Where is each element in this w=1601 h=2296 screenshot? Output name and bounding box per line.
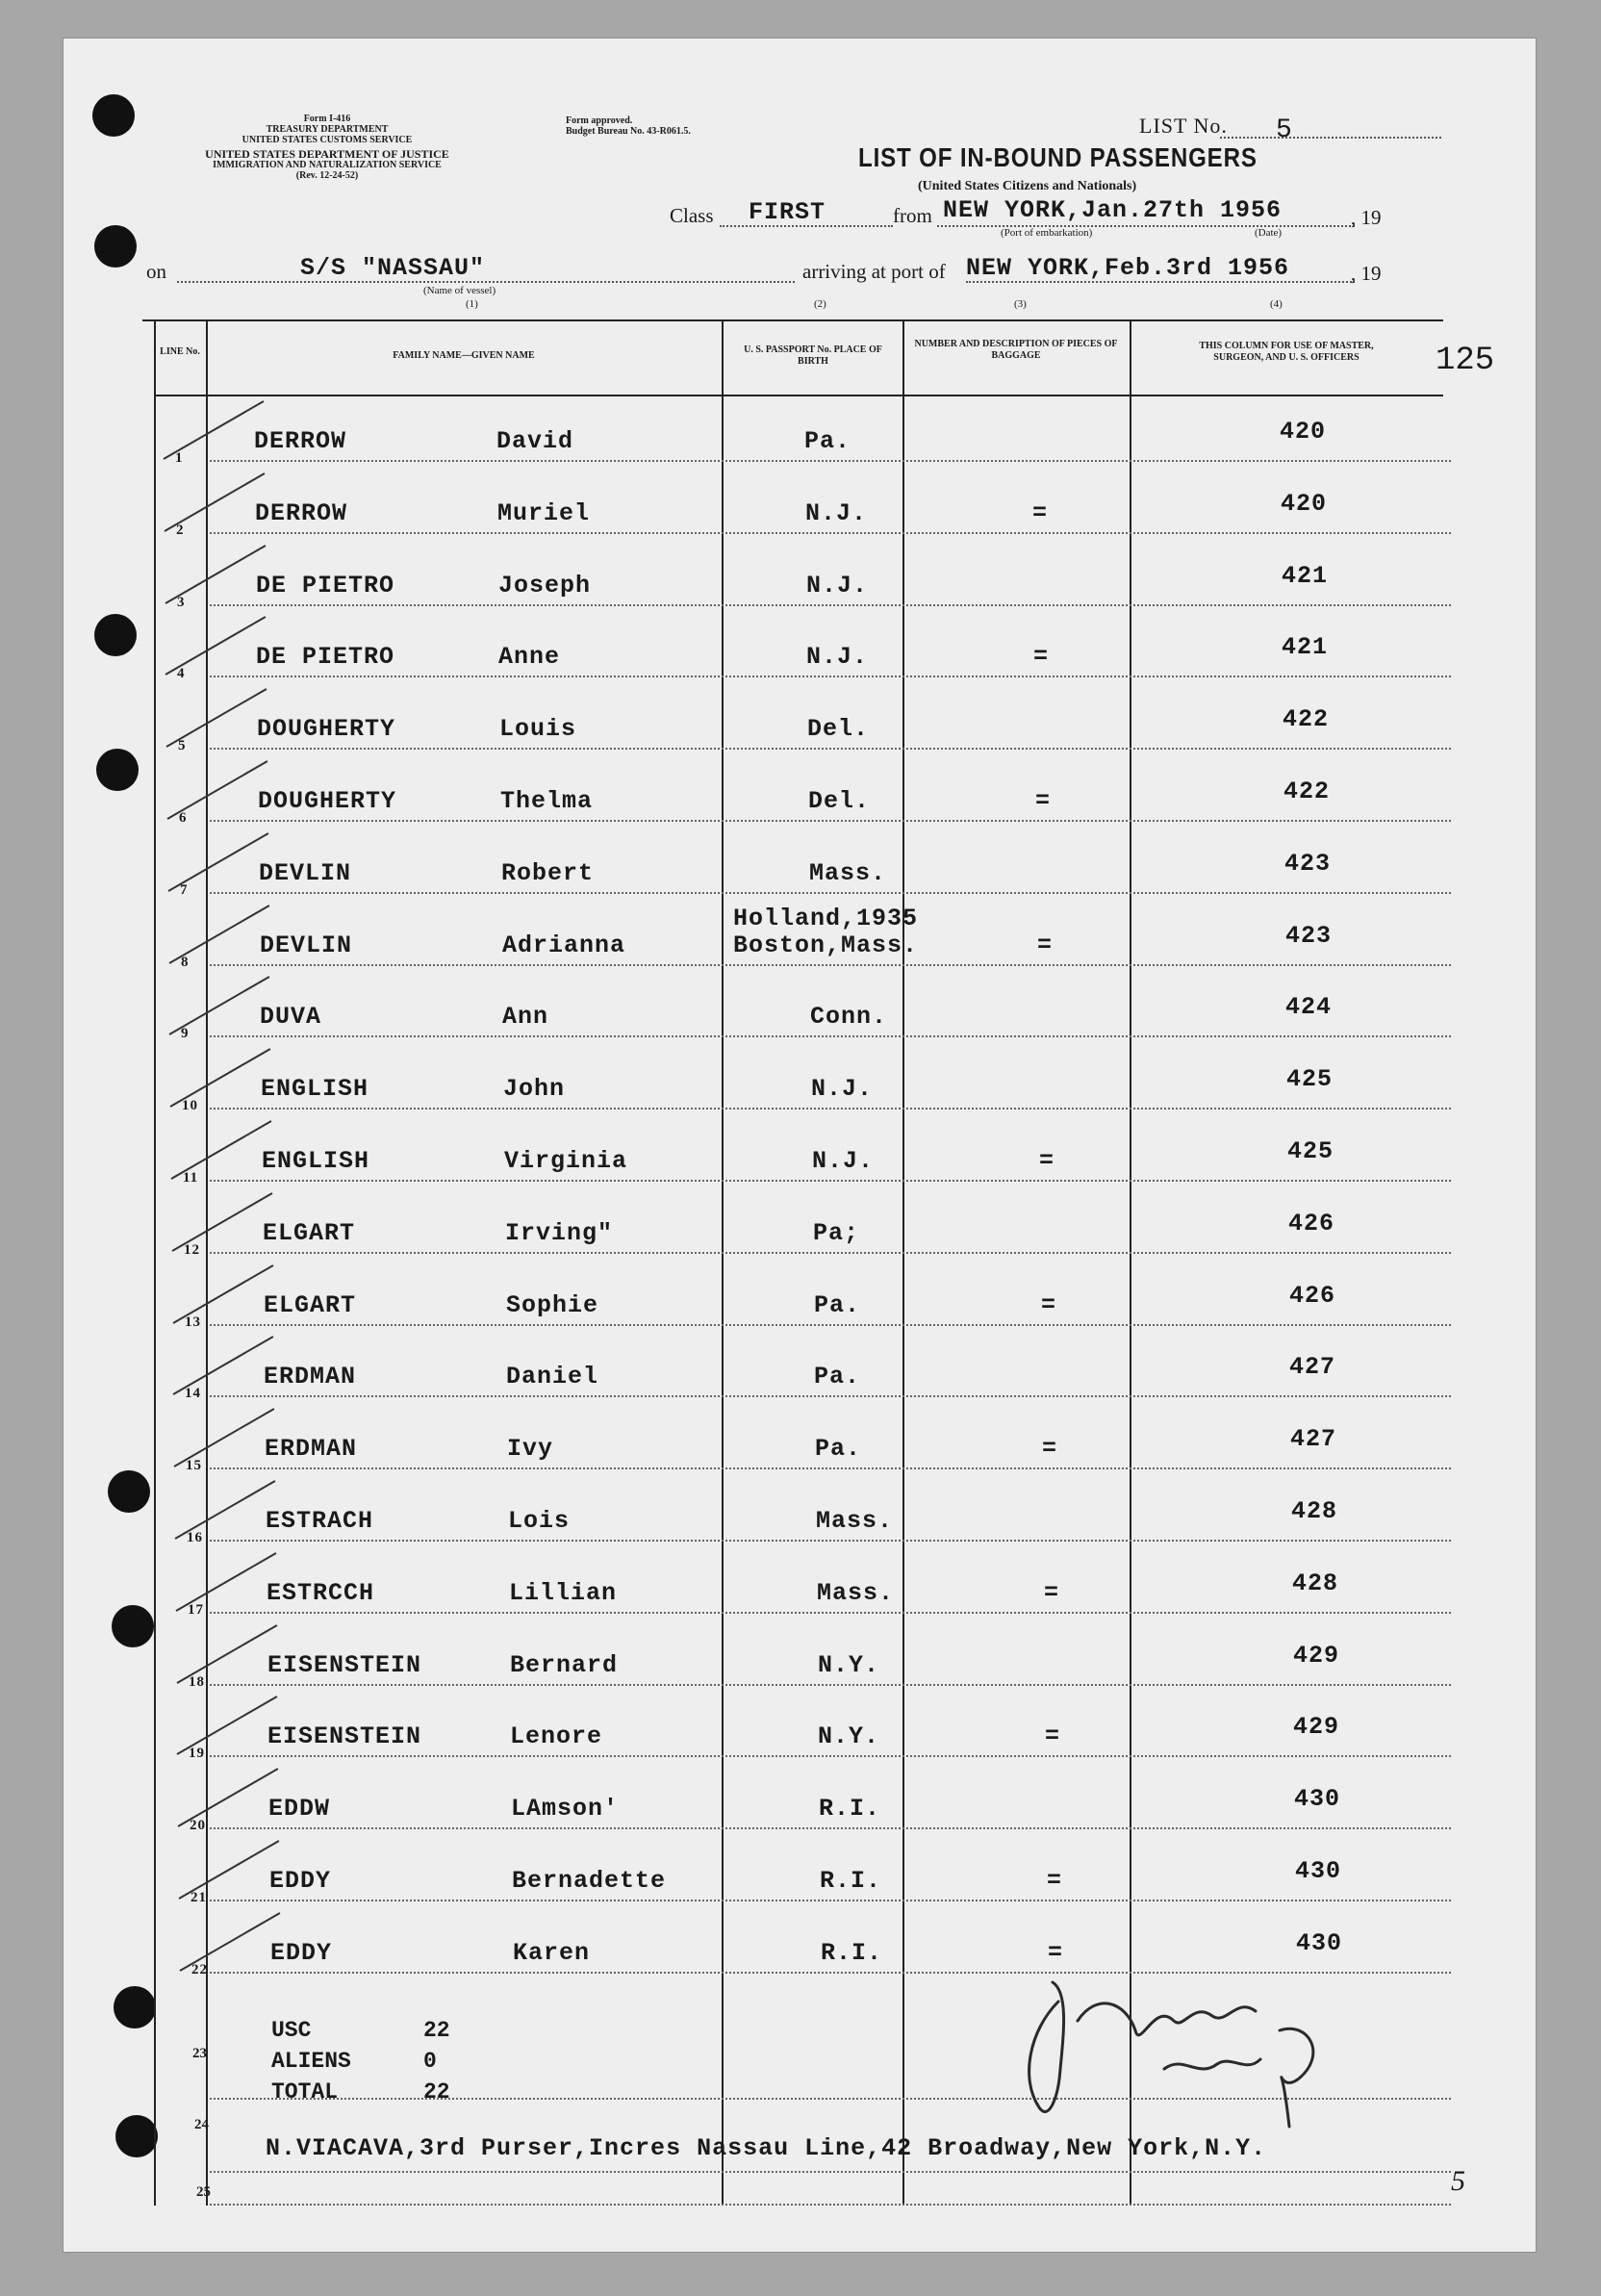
header-baggage: NUMBER AND DESCRIPTION OF PIECES OF BAGGAGE [914, 339, 1118, 361]
place-of-birth: Pa. [814, 1363, 861, 1390]
usc-label: USC [271, 2018, 312, 2043]
officer-number: 422 [1283, 705, 1330, 733]
document-subtitle: (United States Citizens and Nationals) [918, 179, 1137, 193]
row-rule [210, 1324, 1451, 1327]
place-of-birth: Mass. [816, 1507, 894, 1535]
place-of-birth: Pa. [804, 427, 851, 455]
officer-number: 428 [1291, 1497, 1338, 1525]
given-name: Lillian [509, 1579, 618, 1607]
vessel-name: S/S "NASSAU" [300, 254, 486, 282]
family-name: EISENSTEIN [267, 1651, 422, 1679]
family-name: ESTRACH [266, 1507, 374, 1535]
place-of-birth: R.I. [821, 1939, 883, 1967]
header-passport: U. S. PASSPORT No. PLACE OF BIRTH [744, 344, 882, 367]
embarkation-value: NEW YORK,Jan.27th 1956 [943, 196, 1283, 224]
list-number: 5 [1276, 115, 1292, 145]
total-label: TOTAL [271, 2079, 339, 2105]
embarkation-caption: (Port of embarkation) [1001, 227, 1093, 239]
given-name: Thelma [500, 787, 594, 815]
justice-department: UNITED STATES DEPARTMENT OF JUSTICE [205, 147, 449, 161]
line-number: 1 [175, 450, 184, 466]
table-row [0, 556, 1601, 628]
arriving-label: arriving at port of [802, 260, 946, 283]
family-name: DOUGHERTY [258, 787, 397, 815]
place-of-birth: N.Y. [818, 1651, 880, 1679]
place-of-birth: Boston,Mass. [733, 931, 919, 959]
table-row [0, 1204, 1601, 1276]
officer-number: 420 [1281, 490, 1328, 518]
family-name: DE PIETRO [256, 643, 395, 671]
baggage-count: = [1037, 931, 1054, 959]
officer-number: 428 [1292, 1569, 1339, 1597]
page-number: 125 [1436, 343, 1495, 379]
revision: (Rev. 12-24-52) [295, 170, 359, 181]
on-label: on [146, 260, 166, 283]
given-name: Ivy [507, 1435, 554, 1463]
baggage-count: = [1039, 1147, 1055, 1175]
punch-hole [115, 2115, 158, 2157]
place-of-birth: Mass. [817, 1579, 895, 1607]
table-row [0, 484, 1601, 556]
given-name: Virginia [504, 1147, 628, 1175]
row-rule [210, 1180, 1451, 1183]
given-name: Anne [498, 643, 561, 671]
line-number: 2 [176, 523, 185, 538]
row-rule [210, 1540, 1451, 1543]
class-label: Class [670, 204, 714, 227]
year-suffix: , 19 [1351, 206, 1382, 229]
family-name: ERDMAN [265, 1435, 358, 1463]
header-name: FAMILY NAME—GIVEN NAME [393, 350, 535, 361]
family-name: EISENSTEIN [267, 1722, 422, 1750]
list-number-label: LIST No. [1139, 114, 1228, 138]
officer-number: 427 [1290, 1425, 1337, 1453]
row-rule [210, 820, 1451, 823]
given-name: John [503, 1075, 566, 1103]
baggage-count: = [1033, 643, 1050, 671]
table-row [0, 1707, 1601, 1779]
row-rule [210, 1035, 1451, 1038]
family-name: ESTRCCH [267, 1579, 375, 1607]
aliens-label: ALIENS [271, 2049, 351, 2074]
given-name: Joseph [498, 572, 592, 600]
officer-number: 420 [1280, 418, 1327, 446]
line-number: 6 [179, 810, 188, 826]
family-name: ENGLISH [262, 1147, 370, 1175]
aliens-count: 0 [423, 2049, 437, 2074]
row-rule [210, 1684, 1451, 1687]
table-row [0, 987, 1601, 1059]
row-rule [210, 1612, 1451, 1615]
table-row [0, 1132, 1601, 1204]
family-name: EDDY [270, 1939, 333, 1967]
place-of-birth: Pa. [814, 1291, 861, 1319]
officer-number: 424 [1285, 993, 1333, 1021]
baggage-count: = [1048, 1939, 1064, 1967]
vessel-leader [177, 281, 795, 283]
totals-block [271, 2015, 450, 2107]
table-row [0, 627, 1601, 700]
line-number: 3 [177, 595, 186, 610]
row-rule [210, 2171, 1451, 2174]
place-of-birth: Conn. [810, 1003, 888, 1031]
row-rule [210, 604, 1451, 607]
table-row [0, 1779, 1601, 1851]
officer-number: 425 [1287, 1137, 1334, 1165]
line-number: 12 [184, 1242, 200, 1258]
given-name: David [496, 427, 574, 455]
line-number: 21 [191, 1890, 207, 1905]
given-name: Lois [508, 1507, 571, 1535]
officer-number: 423 [1284, 850, 1332, 878]
officer-number: 425 [1286, 1065, 1334, 1093]
table-row [0, 1636, 1601, 1708]
place-of-birth: N.J. [812, 1147, 875, 1175]
place-of-birth: R.I. [820, 1867, 882, 1895]
officer-number: 430 [1295, 1857, 1342, 1885]
line-number: 19 [189, 1746, 205, 1761]
officer-number: 423 [1285, 922, 1333, 950]
given-name: Bernadette [512, 1867, 667, 1895]
punch-hole [92, 94, 135, 137]
baggage-count: = [1035, 787, 1052, 815]
officer-number: 426 [1289, 1282, 1336, 1310]
purser-signature [991, 1963, 1337, 2146]
officer-number: 427 [1289, 1353, 1336, 1381]
line-number: 17 [188, 1602, 204, 1618]
family-name: ERDMAN [264, 1363, 357, 1390]
place-of-birth: N.J. [805, 499, 868, 527]
table-top-border [142, 319, 1443, 321]
vessel-caption: (Name of vessel) [423, 285, 496, 296]
purser-statement: N.VIACAVA,3rd Purser,Incres Nassau Line,42 Broadway,New York,N.Y. [266, 2134, 1267, 2162]
year-suffix-arrival: , 19 [1351, 262, 1382, 285]
budget-bureau: Budget Bureau No. 43-R061.5. [566, 126, 691, 137]
table-row [0, 1059, 1601, 1132]
line-number: 11 [183, 1170, 199, 1186]
given-name: Bernard [510, 1651, 619, 1679]
baggage-count: = [1045, 1722, 1061, 1750]
form-approval [566, 115, 691, 137]
line-number: 9 [181, 1026, 190, 1041]
from-label: from [893, 204, 932, 227]
table-row [0, 1276, 1601, 1348]
officer-number: 429 [1293, 1713, 1340, 1741]
line-number: 5 [178, 738, 187, 753]
arrival-value: NEW YORK,Feb.3rd 1956 [966, 254, 1290, 282]
given-name: LAmson' [511, 1795, 620, 1823]
treasury-department: TREASURY DEPARTMENT [266, 124, 389, 135]
officer-number: 430 [1296, 1929, 1343, 1957]
given-name: Ann [502, 1003, 549, 1031]
row-rule [210, 1467, 1451, 1470]
line-number: 13 [185, 1314, 201, 1330]
punch-hole [94, 225, 137, 268]
family-name: ENGLISH [261, 1075, 369, 1103]
place-of-birth-detail: Holland,1935 [733, 905, 919, 932]
place-of-birth: Pa. [815, 1435, 862, 1463]
family-name: DERROW [255, 499, 348, 527]
row-rule [210, 1900, 1451, 1902]
table-row [0, 772, 1601, 844]
place-of-birth: Pa; [813, 1219, 860, 1247]
row-rule [210, 1827, 1451, 1830]
family-name: EDDW [268, 1795, 331, 1823]
col-mark-4: (4) [1270, 298, 1283, 310]
row-rule [210, 1395, 1451, 1398]
customs-service: UNITED STATES CUSTOMS SERVICE [241, 135, 413, 145]
place-of-birth: N.J. [806, 643, 869, 671]
line-number: 8 [181, 955, 190, 970]
line-number: 10 [182, 1098, 198, 1113]
family-name: DOUGHERTY [257, 715, 396, 743]
table-row [0, 1419, 1601, 1492]
document-title: LIST OF IN-BOUND PASSENGERS [858, 142, 1258, 172]
given-name: Irving" [505, 1219, 614, 1247]
officer-number: 422 [1283, 778, 1331, 805]
col-mark-1: (1) [466, 298, 478, 310]
line-number: 4 [177, 666, 186, 681]
approved-text: Form approved. [566, 115, 633, 126]
officer-number: 429 [1293, 1642, 1340, 1670]
col-mark-2: (2) [814, 298, 826, 310]
line-number: 7 [180, 882, 189, 898]
place-of-birth: R.I. [819, 1795, 881, 1823]
line-number: 14 [185, 1386, 201, 1401]
family-name: DERROW [254, 427, 347, 455]
family-name: ELGART [263, 1219, 356, 1247]
given-name: Sophie [506, 1291, 599, 1319]
row-rule [210, 676, 1451, 678]
table-row [0, 1347, 1601, 1419]
header-officers: THIS COLUMN FOR USE OF MASTER, SURGEON, AND U. S. OFFICERS [1199, 341, 1374, 363]
officer-number: 421 [1282, 633, 1329, 661]
row-rule [210, 532, 1451, 535]
row-rule [210, 460, 1451, 463]
row-rule [210, 1755, 1451, 1758]
row-rule [210, 2204, 1451, 2207]
given-name: Muriel [497, 499, 591, 527]
row-rule [210, 1252, 1451, 1255]
usc-count: 22 [423, 2018, 450, 2043]
total-count: 22 [423, 2079, 450, 2105]
place-of-birth: N.Y. [818, 1722, 880, 1750]
line-number: 18 [189, 1674, 205, 1690]
line-number-24: 24 [194, 2117, 209, 2132]
form-agency-block [144, 114, 510, 181]
family-name: DUVA [260, 1003, 322, 1031]
col-mark-3: (3) [1014, 298, 1027, 310]
family-name: EDDY [269, 1867, 332, 1895]
officer-number: 430 [1294, 1785, 1341, 1813]
table-row [0, 700, 1601, 772]
baggage-count: = [1044, 1579, 1060, 1607]
row-rule [210, 1108, 1451, 1110]
officer-number: 421 [1282, 562, 1329, 590]
baggage-count: = [1041, 1291, 1057, 1319]
row-rule [210, 748, 1451, 751]
table-row [0, 905, 1601, 988]
given-name: Daniel [506, 1363, 599, 1390]
given-name: Lenore [510, 1722, 603, 1750]
place-of-birth: Del. [807, 715, 870, 743]
family-name: DE PIETRO [256, 572, 395, 600]
table-row [0, 412, 1601, 484]
place-of-birth: Del. [808, 787, 871, 815]
line-number: 16 [187, 1530, 203, 1545]
family-name: ELGART [264, 1291, 357, 1319]
class-value: FIRST [749, 198, 826, 226]
baggage-count: = [1042, 1435, 1058, 1463]
table-row [0, 1924, 1601, 1996]
place-of-birth: Mass. [809, 859, 887, 887]
line-number-25: 25 [196, 2184, 211, 2200]
given-name: Adrianna [502, 931, 626, 959]
given-name: Robert [501, 859, 595, 887]
baggage-count: = [1047, 1867, 1063, 1895]
place-of-birth: N.J. [806, 572, 869, 600]
baggage-count: = [1032, 499, 1049, 527]
line-number: 15 [186, 1458, 202, 1473]
family-name: DEVLIN [260, 931, 353, 959]
corner-mark: 5 [1451, 2165, 1465, 2197]
header-bottom-border [154, 395, 1443, 396]
given-name: Louis [499, 715, 577, 743]
line-number: 20 [190, 1818, 206, 1833]
line-number: 22 [191, 1962, 208, 1977]
table-row [0, 1564, 1601, 1636]
row-rule [210, 964, 1451, 967]
place-of-birth: N.J. [811, 1075, 874, 1103]
officer-number: 426 [1288, 1210, 1335, 1237]
form-number: Form I-416 [303, 114, 351, 124]
ins-service: IMMIGRATION AND NATURALIZATION SERVICE [213, 160, 442, 170]
table-row [0, 1851, 1601, 1924]
family-name: DEVLIN [259, 859, 352, 887]
row-rule [210, 892, 1451, 895]
given-name: Karen [513, 1939, 591, 1967]
date-caption: (Date) [1255, 227, 1283, 239]
list-number-leader [1220, 137, 1441, 139]
header-line-no: LINE No. [160, 346, 200, 357]
line-number-23: 23 [192, 2046, 207, 2061]
table-row [0, 1492, 1601, 1564]
